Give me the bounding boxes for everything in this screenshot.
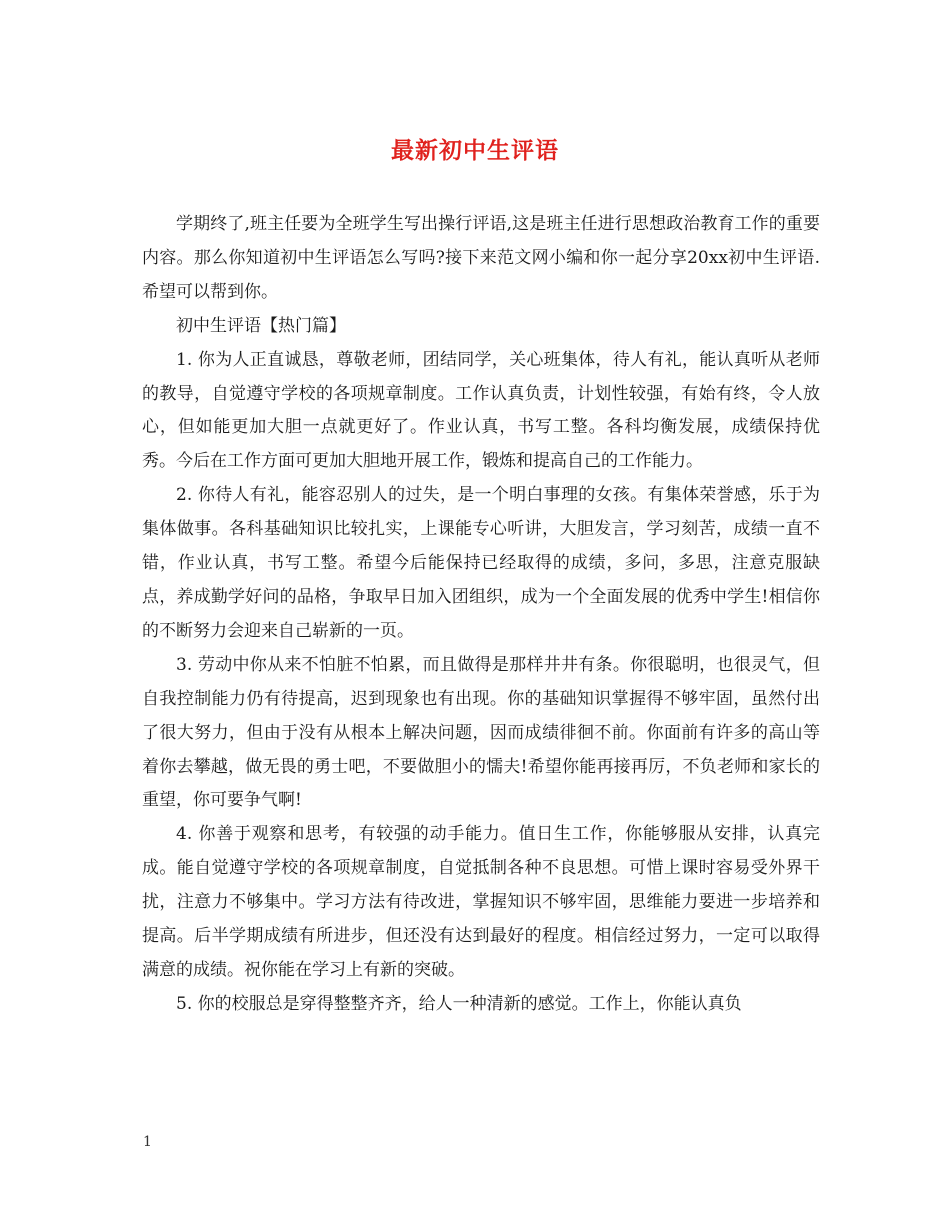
page-number: 1 <box>143 1134 152 1150</box>
comment-paragraph-2: 2. 你待人有礼，能容忍别人的过失，是一个明白事理的女孩。有集体荣誉感，乐于为集体做事。各科基础知识比较扎实，上课能专心听讲，大胆发言，学习刻苦，成绩一直不错，作业认真，书写工整。希望今后能保持已经取得的成绩，多问，多思，注意克服缺点，养成勤学好问的品格，争取早日加入团组织，成为一个全面发展的优秀中学生!相信你的不断努力会迎来自己崭新的一页。 <box>142 485 820 641</box>
intro-paragraph: 学期终了,班主任要为全班学生写出操行评语,这是班主任进行思想政治教育工作的重要内容。那么你知道初中生评语怎么写吗?接下来范文网小编和你一起分享20xx初中生评语.希望可以帮到你。 <box>142 214 820 302</box>
comment-paragraph-1: 1. 你为人正直诚恳，尊敬老师，团结同学，关心班集体，待人有礼，能认真听从老师的教导，自觉遵守学校的各项规章制度。工作认真负责，计划性较强，有始有终，令人放心，但如能更加大胆一点就更好了。作业认真，书写工整。各科均衡发展，成绩保持优秀。今后在工作方面可更加大胆地开展工作，锻炼和提高自己的工作能力。 <box>142 349 820 472</box>
section-heading: 初中生评语【热门篇】 <box>176 315 346 336</box>
document-body <box>142 208 820 1022</box>
comment-paragraph-5: 5. 你的校服总是穿得整整齐齐，给人一种清新的感觉。工作上，你能认真负 <box>176 993 742 1014</box>
comment-paragraph-3: 3. 劳动中你从来不怕脏不怕累，而且做得是那样井井有条。你很聪明，也很灵气，但自我控制能力仍有待提高，迟到现象也有出现。你的基础知识掌握得不够牢固，虽然付出了很大努力，但由于没有从根本上解决问题，因而成绩徘徊不前。你面前有许多的高山等着你去攀越，做无畏的勇士吧，不要做胆小的懦夫!希望你能再接再厉，不负老师和家长的重望，你可要争气啊! <box>142 654 820 811</box>
page-title: 最新初中生评语 <box>391 137 559 164</box>
comment-paragraph-4: 4. 你善于观察和思考，有较强的动手能力。值日生工作，你能够服从安排，认真完成。能自觉遵守学校的各项规章制度，自觉抵制各种不良思想。可惜上课时容易受外界干扰，注意力不够集中。学习方法有待改进，掌握知识不够牢固，思维能力要进一步培养和提高。后半学期成绩有所进步，但还没有达到最好的程度。相信经过努力，一定可以取得满意的成绩。祝你能在学习上有新的突破。 <box>142 824 820 980</box>
